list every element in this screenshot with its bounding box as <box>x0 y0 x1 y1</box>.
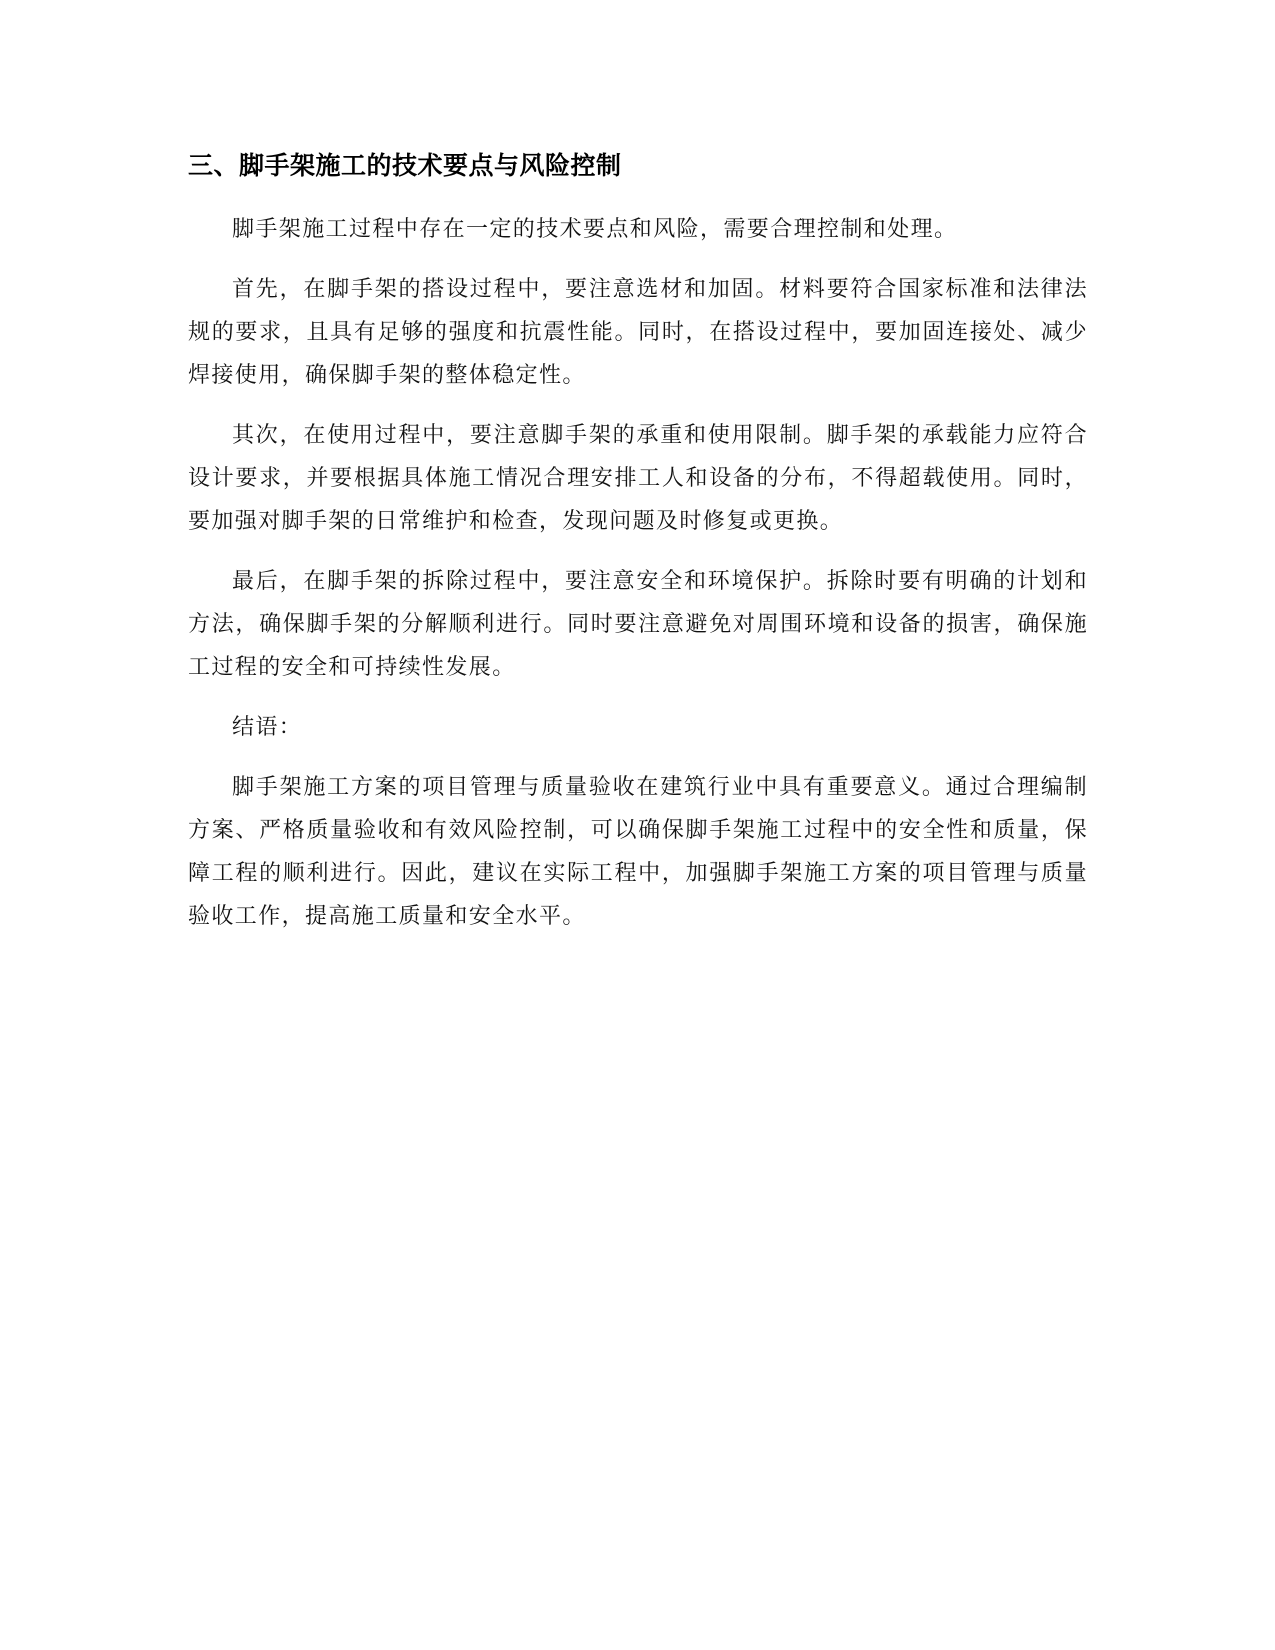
paragraph-intro: 脚手架施工过程中存在一定的技术要点和风险，需要合理控制和处理。 <box>232 217 958 242</box>
conclusion-label: 结语： <box>232 715 303 740</box>
paragraph-dismantling: 最后，在脚手架的拆除过程中，要注意安全和环境保护。拆除时要有明确的计划和方法，确保脚手架的分解顺利进行。同时要注意避免对周围环境和设备的损害，确保施工过程的安全和可持续性发展。 <box>188 569 1088 680</box>
paragraph-conclusion: 脚手架施工方案的项目管理与质量验收在建筑行业中具有重要意义。通过合理编制方案、严格质量验收和有效风险控制，可以确保脚手架施工过程中的安全性和质量，保障工程的顺利进行。因此，建议在实际工程中，加强脚手架施工方案的项目管理与质量验收工作，提高施工质量和安全水平。 <box>188 775 1088 929</box>
section-heading: 三、脚手架施工的技术要点与风险控制 <box>188 151 622 180</box>
document-body <box>188 146 1088 955</box>
paragraph-usage: 其次，在使用过程中，要注意脚手架的承重和使用限制。脚手架的承载能力应符合设计要求，并要根据具体施工情况合理安排工人和设备的分布，不得超载使用。同时，要加强对脚手架的日常维护和检查，发现问题及时修复或更换。 <box>188 423 1088 534</box>
paragraph-erection: 首先，在脚手架的搭设过程中，要注意选材和加固。材料要符合国家标准和法律法规的要求，且具有足够的强度和抗震性能。同时，在搭设过程中，要加固连接处、减少焊接使用，确保脚手架的整体稳定性。 <box>188 277 1088 388</box>
